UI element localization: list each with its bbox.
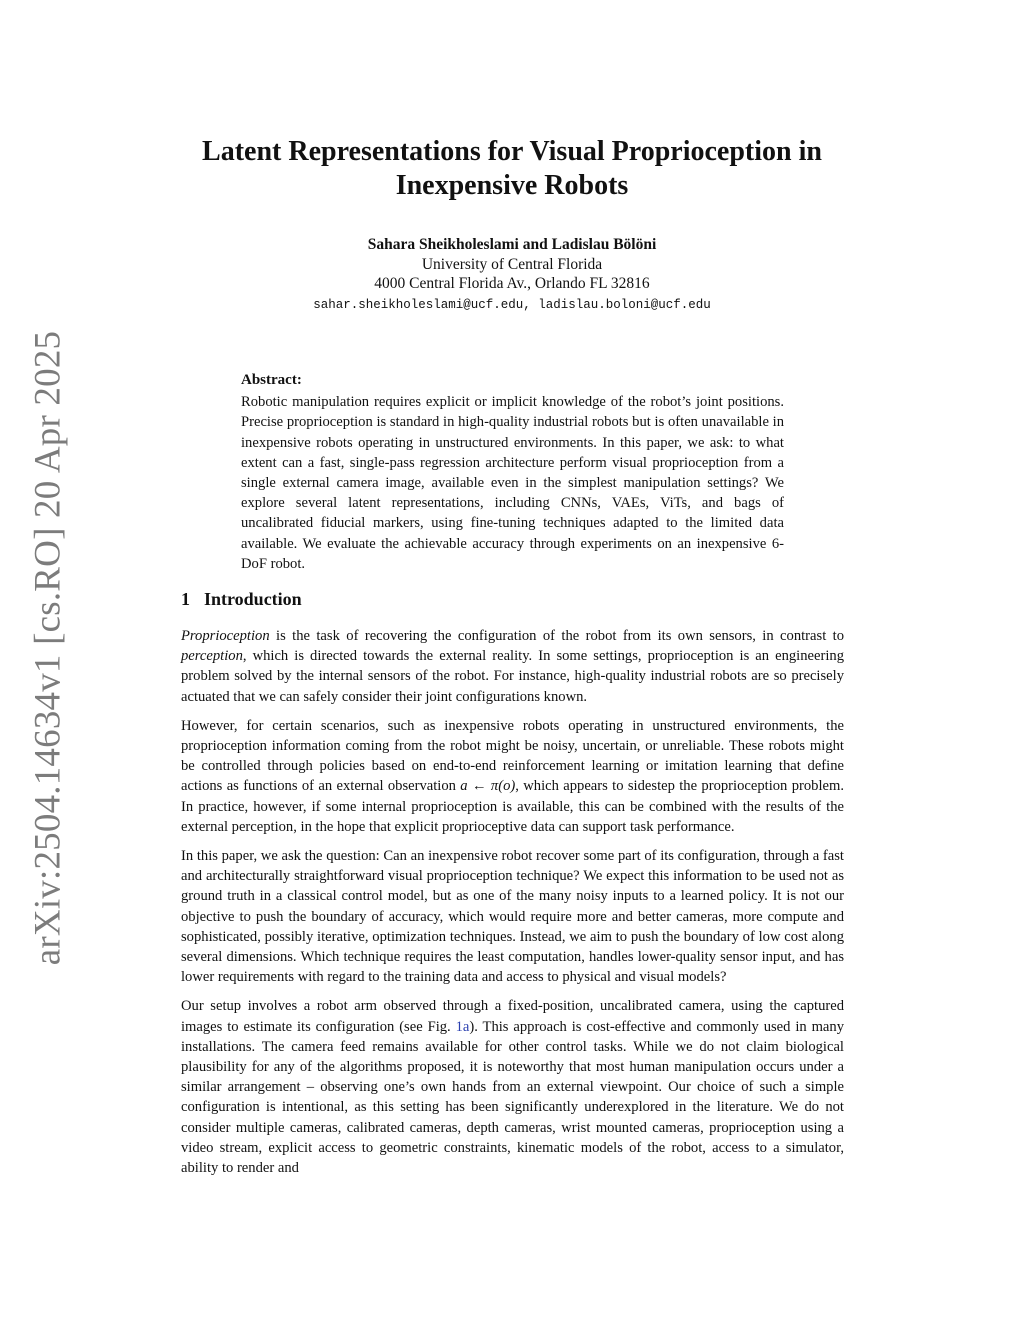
section-title: Introduction [204, 589, 302, 609]
paper-title [0, 135, 1024, 203]
title-line-2: Inexpensive Robots [395, 170, 629, 201]
section-introduction [181, 588, 844, 1187]
address: 4000 Central Florida Av., Orlando FL 32816 [374, 275, 650, 292]
paragraph-1-text-a: is the task of recovering the configuration of the robot from its own sensors, in contrast to [269, 628, 844, 644]
paragraph-2-text-a: However, for certain scenarios, such as inexpensive robots operating in unstructured environments, the proprioception information coming from the robot might be noisy, uncertain, or unreliable. These robots might be controlled through policies based on end-to-end reinforcement learning or imitation learning that define actions as functions of an external observation [181, 717, 844, 795]
paragraph-1 [181, 626, 844, 707]
section-heading [181, 588, 844, 610]
paragraph-2 [181, 716, 844, 837]
paragraph-1-text-b: , which is directed towards the external reality. In some settings, proprioception is an engineering problem solved by the internal sensors of the robot. For instance, high-quality industrial robots are so precisely actuated that we can safely consider their joint configurations known. [181, 648, 844, 705]
affiliation: University of Central Florida [421, 255, 603, 273]
abstract-heading: Abstract: [241, 372, 302, 388]
abstract [241, 370, 784, 574]
paragraph-3: In this paper, we ask the question: Can an inexpensive robot recover some part of its configuration, through a fast and architecturally straightforward visual proprioception technique? We expect this information to be used not as ground truth in a classical control model, but as one of the many noisy inputs to a learned policy. It is not our objective to push the boundary of accuracy, which would require more and better cameras, more compute and sophisticated, possibly iterative, optimization techniques. Instead, we aim to push the boundary of low cost along several dimensions. Which technique requires the least computation, handles lower-quality sensor input, and has lower requirements with regard to the training data and access to physical and visual models? [181, 848, 844, 986]
term-proprioception: Proprioception [181, 628, 270, 644]
paragraph-2-text-b: , which appears to sidestep the proprioception problem. In practice, however, if some internal proprioception is available, this can be combined with the results of the external perception, in the hope that explicit proprioceptive data can support task performance. [181, 778, 844, 835]
paragraph-4-text-b: ). This approach is cost-effective and commonly used in many installations. The camera feed remains available for other control tasks. While we do not claim biological plausibility for any of the algorithms proposed, it is noteworthy that most human manipulation occurs under a similar arrangement – observing one’s own hands from an external viewpoint. Our choice of such a simple configuration is intentional, as this setting has been significantly underexplored in the literature. We do not consider multiple cameras, calibrated cameras, depth cameras, wrist mounted cameras, proprioception using a video stream, explicit access to geometric constraints, kinematic models of the robot, access to a simulator, ability to render and [181, 1018, 845, 1177]
figure-reference-link[interactable]: 1a [455, 1018, 470, 1035]
paragraph-4 [181, 996, 844, 1178]
arxiv-identifier-stamp: arXiv:2504.14634v1 [cs.RO] 20 Apr 2025 [27, 330, 69, 966]
term-perception: perception [181, 648, 243, 665]
title-line-1: Latent Representations for Visual Proprioception in [202, 136, 822, 167]
policy-equation: a ← π(o) [460, 778, 516, 795]
author-block [0, 235, 1024, 315]
abstract-body: Robotic manipulation requires explicit or implicit knowledge of the robot’s joint positions. Precise proprioception is standard in high-quality industrial robots but is often unavailable in inexpensive robots operating in unstructured environments. In this paper, we ask: to what extent can a fast, single-pass regression architecture perform visual proprioception from a single external camera image, available even in the simplest manipulation settings? We explore several latent representations, including CNNs, VAEs, ViTs, and bags of uncalibrated fiducial markers, using fine-tuning techniques adapted to the limited data available. We evaluate the achievable accuracy through experiments on an inexpensive 6-DoF robot. [241, 394, 784, 572]
section-number: 1 [181, 589, 190, 609]
author-emails: sahar.sheikholeslami@ucf.edu, ladislau.boloni@ucf.edu [313, 297, 711, 312]
author-names: Sahara Sheikholeslami and Ladislau Bölöni [367, 236, 657, 253]
paragraph-4-text-a: Our setup involves a robot arm observed through a fixed-position, uncalibrated camera, using the captured images to estimate its configuration (see Fig. [181, 998, 844, 1035]
